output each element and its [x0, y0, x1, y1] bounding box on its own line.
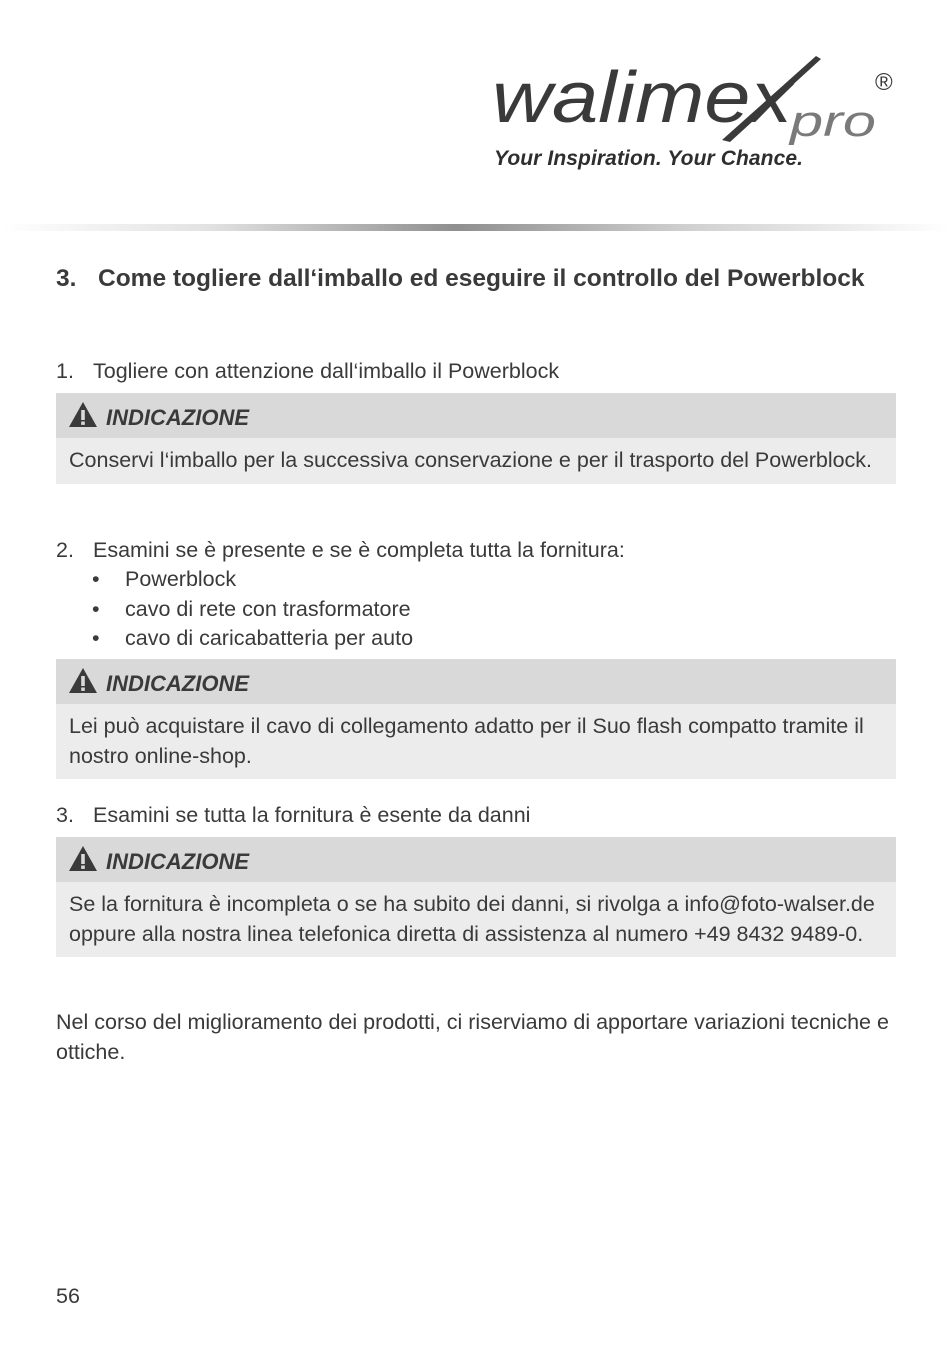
- bullet-dot: •: [92, 567, 100, 591]
- header-divider: [0, 224, 950, 231]
- note-title: INDICAZIONE: [106, 671, 249, 696]
- note-text: Lei può acquistare il cavo di collegamento adatto per il Suo flash compatto tramite il nostro online-shop.: [69, 714, 864, 768]
- section-heading: [56, 262, 876, 296]
- note-title: INDICAZIONE: [106, 405, 249, 430]
- step-number: 3.: [56, 803, 74, 827]
- note-header: [56, 393, 896, 438]
- closing-text: Nel corso del miglioramento dei prodotti, ci riserviamo di apportare variazioni tecniche e ottiche.: [56, 1010, 889, 1064]
- brand-tagline: Your Inspiration. Your Chance.: [494, 147, 804, 170]
- supply-list: [92, 565, 413, 654]
- list-item-text: cavo di rete con trasformatore: [125, 596, 411, 621]
- note-text: Conservi l‘imballo per la successiva conservazione e per il trasporto del Powerblock.: [69, 448, 873, 472]
- note-box: [56, 837, 896, 957]
- logo-pro-text: pro: [787, 97, 876, 145]
- warning-triangle-icon: [68, 667, 98, 694]
- bullet-dot: •: [92, 626, 100, 650]
- note-header: [56, 659, 896, 704]
- list-item: [92, 624, 413, 654]
- note-box: [56, 393, 896, 484]
- registered-mark: ®: [875, 69, 893, 96]
- bullet-dot: •: [92, 596, 100, 621]
- step-item: [56, 357, 906, 386]
- walimex-pro-logo: [490, 50, 900, 145]
- step-number: 1.: [56, 359, 74, 383]
- step-text: Esamini se tutta la fornitura è esente da danni: [93, 803, 531, 827]
- step-item: [56, 801, 906, 830]
- list-item-text: cavo di caricabatteria per auto: [125, 626, 414, 650]
- warning-triangle-icon: [68, 845, 98, 872]
- step-number: 2.: [56, 538, 74, 562]
- warning-triangle-icon: [68, 401, 98, 428]
- logo-walimex-text: walimex: [492, 58, 796, 138]
- list-item-text: Powerblock: [125, 567, 237, 591]
- step-text: Togliere con attenzione dall‘imballo il Powerblock: [93, 359, 560, 383]
- section-number: 3.: [56, 265, 77, 292]
- step-item: [56, 536, 906, 565]
- brand-logo: [490, 50, 900, 175]
- page-number: 56: [56, 1284, 80, 1308]
- note-title: INDICAZIONE: [106, 849, 249, 874]
- step-text: Esamini se è presente e se è completa tutta la fornitura:: [93, 538, 625, 562]
- list-item: [92, 595, 413, 625]
- note-box: [56, 659, 896, 779]
- list-item: [92, 565, 413, 595]
- note-text: Se la fornitura è incompleta o se ha subito dei danni, si rivolga a info@foto-walser.de oppure alla nostra linea telefonica diretta di assistenza al numero +49 8432 9489-0.: [69, 892, 875, 946]
- note-header: [56, 837, 896, 882]
- section-title: Come togliere dall‘imballo ed eseguire il controllo del Powerblock: [98, 265, 865, 292]
